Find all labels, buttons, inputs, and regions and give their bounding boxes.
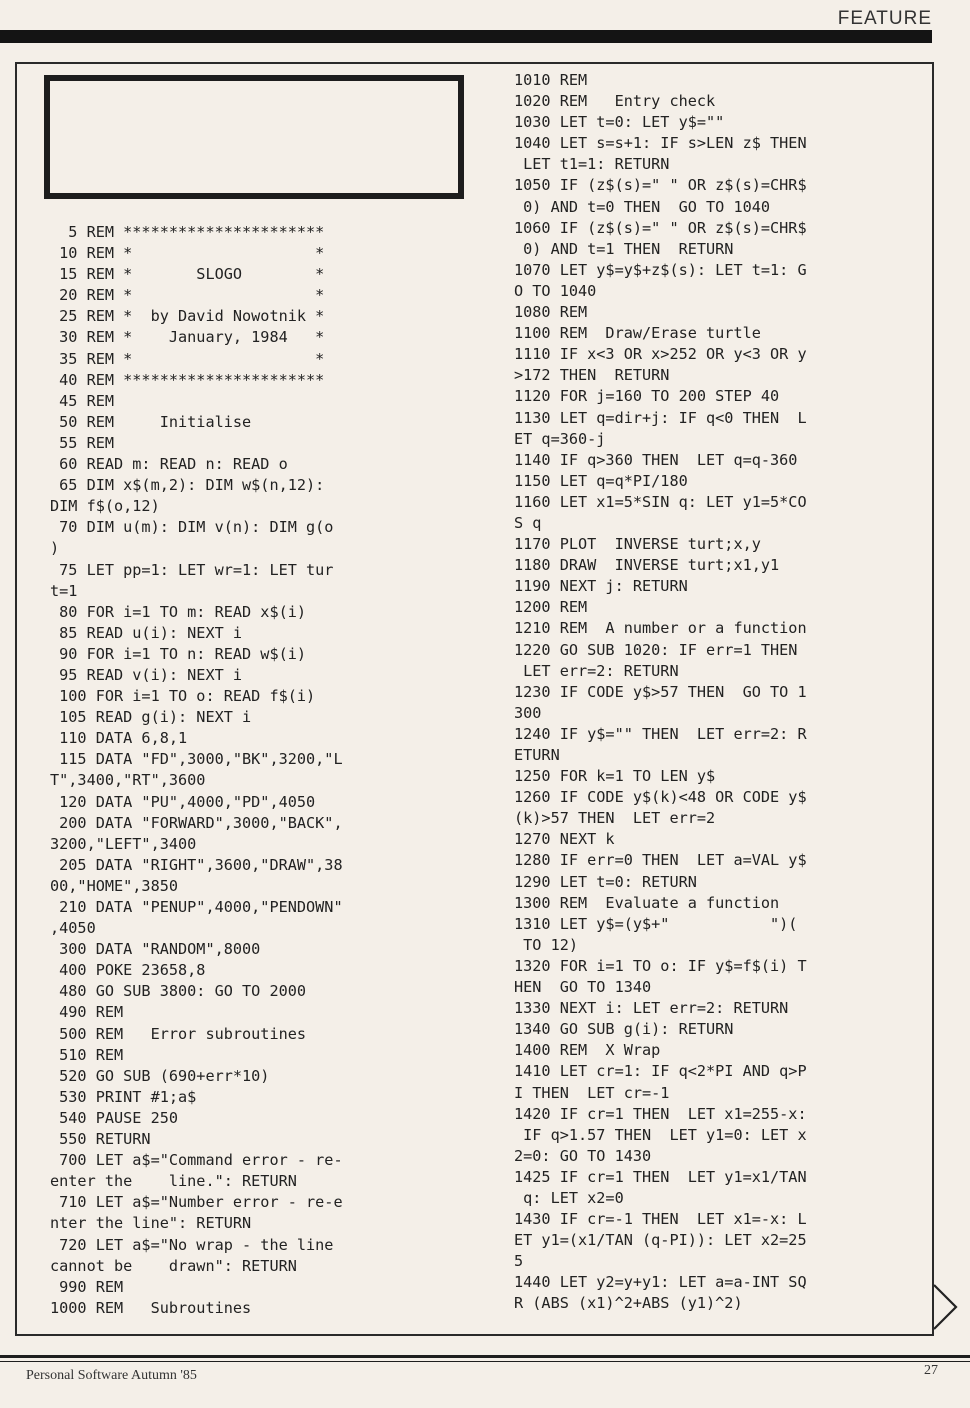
code-line: TO 12) xyxy=(514,935,579,954)
code-line: 1180 DRAW INVERSE turt;x1,y1 xyxy=(514,556,780,575)
code-line: ETURN xyxy=(514,746,560,764)
code-line: 490 REM xyxy=(50,1003,124,1022)
footer-rule xyxy=(0,1355,970,1358)
code-line: >172 THEN RETURN xyxy=(514,366,670,385)
code-line: 60 READ m: READ n: READ o xyxy=(50,455,288,474)
code-line: 1320 FOR i=1 TO o: IF y$=f$(i) T xyxy=(514,956,807,975)
code-line: 1110 IF x<3 OR x>252 OR y<3 OR y xyxy=(514,345,807,364)
code-line: 1020 REM Entry check xyxy=(514,92,716,111)
code-line: 20 REM * * xyxy=(50,286,325,305)
code-line: 1210 REM A number or a function xyxy=(514,619,807,638)
code-line: 530 PRINT #1;a$ xyxy=(50,1087,197,1106)
code-line: 1310 LET y$=(y$+" ")( xyxy=(514,914,798,933)
listing-right-column xyxy=(514,70,807,1315)
code-line: 85 READ u(i): NEXT i xyxy=(50,623,243,642)
publication-footer: Personal Software Autumn '85 xyxy=(26,1368,197,1383)
code-line: 2=0: GO TO 1430 xyxy=(514,1146,652,1165)
code-line: 95 READ v(i): NEXT i xyxy=(50,665,243,684)
code-line: 55 REM xyxy=(50,433,115,452)
code-line: 1060 IF (z$(s)=" " OR z$(s)=CHR$ xyxy=(514,218,807,237)
code-line: 25 REM * by David Nowotnik * xyxy=(50,307,325,326)
header-rule xyxy=(0,30,932,43)
code-line: 1260 IF CODE y$(k)<48 OR CODE y$ xyxy=(514,788,807,807)
code-line: 1100 REM Draw/Erase turtle xyxy=(514,324,761,343)
code-line: 480 GO SUB 3800: GO TO 2000 xyxy=(50,982,307,1001)
code-line: 5 REM ********************** xyxy=(50,223,325,241)
code-line: 1030 LET t=0: LET y$="" xyxy=(514,113,725,132)
code-line: 540 PAUSE 250 xyxy=(50,1108,179,1127)
code-line: ,4050 xyxy=(50,919,96,938)
code-line: 50 REM Initialise xyxy=(50,412,252,431)
code-line: T",3400,"RT",3600 xyxy=(50,771,206,790)
code-line: 1050 IF (z$(s)=" " OR z$(s)=CHR$ xyxy=(514,176,807,195)
code-line: 30 REM * January, 1984 * xyxy=(50,328,325,347)
code-line: 710 LET a$="Number error - re-e xyxy=(50,1193,343,1212)
code-line: 0) AND t=0 THEN GO TO 1040 xyxy=(514,197,771,216)
code-line: 1290 LET t=0: RETURN xyxy=(514,872,697,891)
code-line: 1270 NEXT k xyxy=(514,830,615,849)
code-line: 210 DATA "PENUP",4000,"PENDOWN" xyxy=(50,898,343,916)
code-line: 1430 IF cr=-1 THEN LET x1=-x: L xyxy=(514,1210,807,1229)
code-line: 0) AND t=1 THEN RETURN xyxy=(514,239,734,258)
code-line: 110 DATA 6,8,1 xyxy=(50,729,188,748)
code-line: nter the line": RETURN xyxy=(50,1214,252,1233)
code-line: 550 RETURN xyxy=(50,1130,151,1149)
code-line: 1410 LET cr=1: IF q<2*PI AND q>P xyxy=(514,1062,807,1081)
code-line: ET q=360-j xyxy=(514,429,606,448)
code-line: cannot be drawn": RETURN xyxy=(50,1256,297,1275)
code-line: 1160 LET x1=5*SIN q: LET y1=5*CO xyxy=(514,492,807,511)
code-line: 100 FOR i=1 TO o: READ f$(i) xyxy=(50,687,316,706)
code-line: 115 DATA "FD",3000,"BK",3200,"L xyxy=(50,750,343,769)
code-line: 5 xyxy=(514,1252,524,1271)
code-line: 1070 LET y$=y$+z$(s): LET t=1: G xyxy=(514,260,807,279)
code-line: 1250 FOR k=1 TO LEN y$ xyxy=(514,767,716,786)
code-line: 1280 IF err=0 THEN LET a=VAL y$ xyxy=(514,851,807,870)
code-line: (k)>57 THEN LET err=2 xyxy=(514,809,716,828)
code-line: 500 REM Error subroutines xyxy=(50,1024,307,1043)
code-line: 700 LET a$="Command error - re- xyxy=(50,1151,343,1170)
code-line: 520 GO SUB (690+err*10) xyxy=(50,1066,270,1085)
code-line: R (ABS (x1)^2+ABS (y1)^2) xyxy=(514,1294,743,1313)
code-line: 1080 REM xyxy=(514,303,588,322)
code-line: 1190 NEXT j: RETURN xyxy=(514,577,688,596)
code-line: 65 DIM x$(m,2): DIM w$(n,12): xyxy=(50,476,325,495)
listing-left-column xyxy=(50,222,343,1319)
code-line: t=1 xyxy=(50,581,78,600)
code-line: 300 xyxy=(514,703,542,722)
code-line: 1120 FOR j=160 TO 200 STEP 40 xyxy=(514,387,780,406)
code-line: HEN GO TO 1340 xyxy=(514,978,652,997)
continue-arrow-icon xyxy=(934,1282,960,1332)
code-line: 45 REM xyxy=(50,391,115,410)
code-line: 15 REM * SLOGO * xyxy=(50,265,325,284)
code-line: ) xyxy=(50,539,60,558)
code-line: O TO 1040 xyxy=(514,281,597,300)
code-line: 990 REM xyxy=(50,1277,124,1296)
code-line: DIM f$(o,12) xyxy=(50,497,160,516)
code-line: 1150 LET q=q*PI/180 xyxy=(514,471,688,490)
code-line: 3200,"LEFT",3400 xyxy=(50,834,197,853)
code-line: 1330 NEXT i: LET err=2: RETURN xyxy=(514,999,789,1018)
code-line: 1140 IF q>360 THEN LET q=q-360 xyxy=(514,450,798,469)
code-line: 510 REM xyxy=(50,1045,124,1064)
code-line: 80 FOR i=1 TO m: READ x$(i) xyxy=(50,602,307,621)
code-line: enter the line.": RETURN xyxy=(50,1172,297,1191)
code-line: 1230 IF CODE y$>57 THEN GO TO 1 xyxy=(514,682,807,701)
code-line: 1040 LET s=s+1: IF s>LEN z$ THEN xyxy=(514,134,807,153)
code-line: IF q>1.57 THEN LET y1=0: LET x xyxy=(514,1125,807,1144)
code-line: LET err=2: RETURN xyxy=(514,661,679,680)
code-line: 70 DIM u(m): DIM v(n): DIM g(o xyxy=(50,518,334,537)
footer-rule-thin xyxy=(0,1361,970,1362)
code-line: 720 LET a$="No wrap - the line xyxy=(50,1235,334,1254)
code-line: ET y1=(x1/TAN (q-PI)): LET x2=25 xyxy=(514,1231,807,1250)
code-line: 35 REM * * xyxy=(50,349,325,368)
code-line: 1170 PLOT INVERSE turt;x,y xyxy=(514,535,761,554)
code-line: 1130 LET q=dir+j: IF q<0 THEN L xyxy=(514,408,807,427)
code-line: 1400 REM X Wrap xyxy=(514,1041,661,1060)
code-line: 10 REM * * xyxy=(50,244,325,263)
code-line: 90 FOR i=1 TO n: READ w$(i) xyxy=(50,644,307,663)
section-header: FEATURE xyxy=(837,8,932,29)
code-line: I THEN LET cr=-1 xyxy=(514,1083,670,1102)
code-line: q: LET x2=0 xyxy=(514,1188,624,1207)
code-line: LET t1=1: RETURN xyxy=(514,155,670,174)
code-line: 1220 GO SUB 1020: IF err=1 THEN xyxy=(514,640,798,659)
code-line: 40 REM ********************** xyxy=(50,370,325,389)
code-line: 1340 GO SUB g(i): RETURN xyxy=(514,1020,734,1039)
code-line: 120 DATA "PU",4000,"PD",4050 xyxy=(50,792,316,811)
code-line: 1425 IF cr=1 THEN LET y1=x1/TAN xyxy=(514,1167,807,1186)
code-line: 1420 IF cr=1 THEN LET x1=255-x: xyxy=(514,1104,807,1123)
code-line: 1240 IF y$="" THEN LET err=2: R xyxy=(514,724,807,743)
code-line: 300 DATA "RANDOM",8000 xyxy=(50,940,261,959)
code-line: 400 POKE 23658,8 xyxy=(50,961,206,980)
code-line: 75 LET pp=1: LET wr=1: LET tur xyxy=(50,560,334,579)
code-line: 1010 REM xyxy=(514,71,588,89)
code-line: 1200 REM xyxy=(514,598,588,617)
code-line: 1300 REM Evaluate a function xyxy=(514,893,780,912)
code-line: 200 DATA "FORWARD",3000,"BACK", xyxy=(50,813,343,832)
page-number: 27 xyxy=(924,1363,938,1378)
code-line: 00,"HOME",3850 xyxy=(50,876,179,895)
code-line: 1000 REM Subroutines xyxy=(50,1298,252,1317)
code-line: 1440 LET y2=y+y1: LET a=a-INT SQ xyxy=(514,1273,807,1292)
code-line: 105 READ g(i): NEXT i xyxy=(50,708,252,727)
blank-title-box xyxy=(44,75,464,199)
code-line: 205 DATA "RIGHT",3600,"DRAW",38 xyxy=(50,855,343,874)
code-line: S q xyxy=(514,513,542,532)
